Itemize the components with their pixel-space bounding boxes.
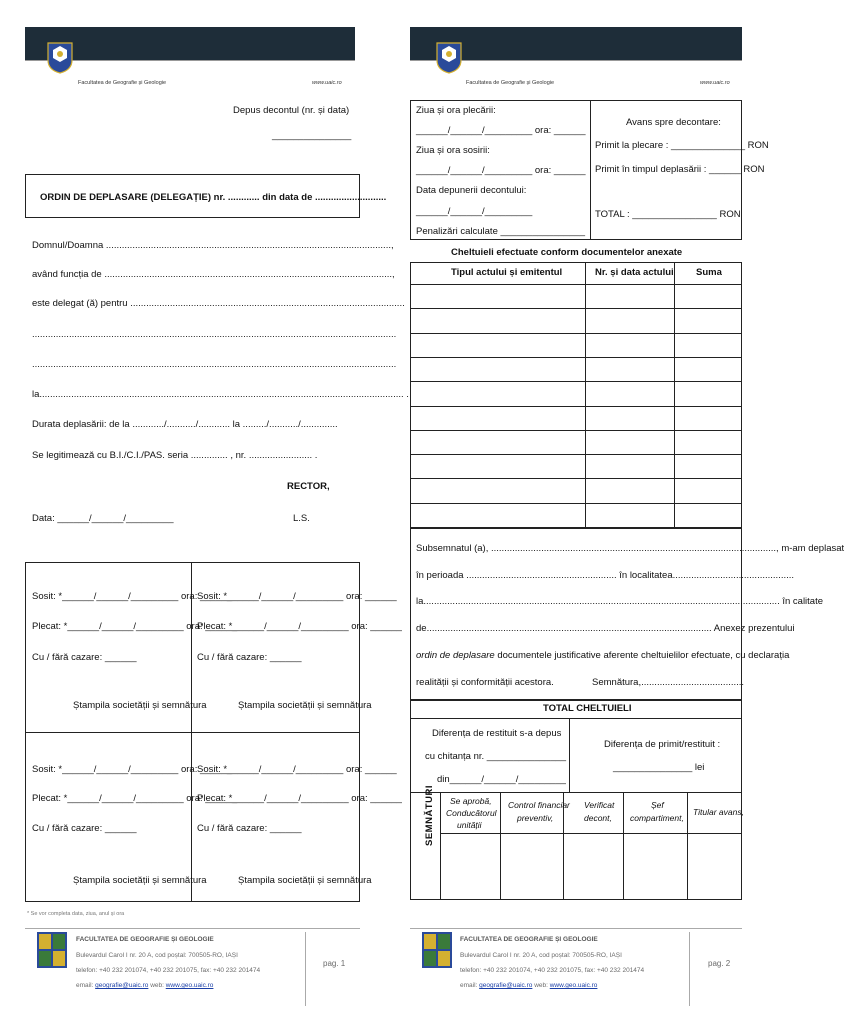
table-row-rule <box>410 308 742 309</box>
field-la[interactable]: la.......................................................................................................................................... . <box>32 389 409 400</box>
table-header-nr: Nr. și data actului <box>595 267 674 278</box>
university-tagline: PER LIBERTATEM AD VERITATEM <box>603 61 699 67</box>
table-row-rule <box>410 406 742 407</box>
total-cheltuieli-rule <box>410 718 742 719</box>
cell2-sosit[interactable]: Sosit: *______/______/_________ ora: ______ <box>197 591 397 602</box>
cell2-plecat[interactable]: Plecat: *______/______/_________ ora: ______ <box>197 621 402 632</box>
footer-rule-2 <box>410 928 742 929</box>
avans-box-divider <box>590 100 591 240</box>
semnaturi-text: SEMNĂTURI <box>424 785 435 846</box>
cell1-plecat[interactable]: Plecat: *______/______/_________ ora: ______ <box>32 621 237 632</box>
table-header-rule <box>410 284 742 285</box>
email-link[interactable]: geografie@uaic.ro <box>95 982 149 989</box>
field-functia[interactable]: având funcția de ............................................................................................................., <box>32 269 395 280</box>
email-label: email: <box>76 982 94 989</box>
faculty-subtitle: Facultatea de Geografie și Geologie <box>78 80 167 86</box>
footer-phone-1: telefon: +40 232 201074, +40 232 201075, fax: +40 232 201474 <box>76 967 261 974</box>
footer-faculty-2: FACULTATEA DE GEOGRAFIE ȘI GEOLOGIE <box>460 936 598 943</box>
primit-timpul-field[interactable]: Primit în timpul deplasării : ______ RON <box>595 164 765 175</box>
primit-plecare-field[interactable]: Primit la plecare : ______________ RON <box>595 140 769 151</box>
penalizari-field[interactable]: Penalizări calculate ________________ <box>416 226 586 237</box>
declaratie-line-1[interactable]: Subsemnatul (a), ............................................................................................................, m-am deplasat <box>416 543 844 554</box>
cheltuieli-title: Cheltuieli efectuate conform documentelor anexate <box>451 247 683 258</box>
university-logo-icon <box>47 42 73 74</box>
faculty-subtitle: Facultatea de Geografie și Geologie <box>466 80 555 86</box>
sign-col-4-line-2: compartiment, <box>630 813 684 823</box>
footer-contact-1 <box>76 983 213 990</box>
ziua-sosirii-field[interactable]: ______/______/_________ ora: ______ <box>416 165 586 176</box>
footer-faculty-1: FACULTATEA DE GEOGRAFIE ȘI GEOLOGIE <box>76 936 214 943</box>
table-row-rule <box>410 333 742 334</box>
cheltuieli-table <box>410 262 742 528</box>
ziua-sosirii-label: Ziua și ora sosirii: <box>416 145 490 156</box>
footer-divider-1 <box>305 932 306 1006</box>
table-row-rule <box>410 478 742 479</box>
sign-col-2-line-2: preventiv, <box>517 813 554 823</box>
sign-col-3-line-1: Verificat <box>584 800 615 810</box>
footer-phone-2: telefon: +40 232 201074, +40 232 201075, fax: +40 232 201474 <box>460 967 645 974</box>
sign-col-2-line-1: Control financiar <box>508 800 570 810</box>
university-tagline: PER LIBERTATEM AD VERITATEM <box>215 61 311 67</box>
web-link[interactable]: www.geo.uaic.ro <box>165 982 214 989</box>
cell4-plecat[interactable]: Plecat: *______/______/_________ ora: ______ <box>197 793 402 804</box>
university-logo-icon <box>436 42 462 74</box>
avans-title: Avans spre decontare: <box>626 117 721 128</box>
cell4-stampila: Ștampila societății și semnătura <box>238 875 372 886</box>
footer-contact-2 <box>460 983 597 990</box>
sign-divider-3 <box>623 792 624 900</box>
declaratie-text: documentele justificative aferente cheltuielilor efectuate, cu declarația <box>497 650 790 661</box>
diferenta-primit-1: Diferența de primit/restituit : <box>604 739 721 750</box>
table-row-rule <box>410 381 742 382</box>
decont-label: Depus decontul (nr. și data) <box>233 105 350 116</box>
sign-col-3-line-2: decont, <box>584 813 612 823</box>
web-label: web: <box>150 982 164 989</box>
table-col-divider-2 <box>674 262 675 528</box>
website: www.uaic.ro <box>700 80 730 86</box>
footer-rule-1 <box>25 928 360 929</box>
semnaturi-header-rule <box>440 833 742 834</box>
cell3-sosit[interactable]: Sosit: *______/______/_________ ora: ______ <box>32 764 232 775</box>
ls-label: L.S. <box>293 513 310 524</box>
cell3-cazare[interactable]: Cu / fără cazare: ______ <box>32 823 137 834</box>
email-link[interactable]: geografie@uaic.ro <box>479 982 533 989</box>
rector-label: RECTOR, <box>287 481 330 492</box>
total-field[interactable]: TOTAL : ________________ RON <box>595 209 741 220</box>
table-header-tip: Tipul actului și emitentul <box>451 267 563 278</box>
semnaturi-label <box>425 785 435 846</box>
data-depunerii-label: Data depunerii decontului: <box>416 185 527 196</box>
field-legitimeaza[interactable]: Se legitimează cu B.I./C.I./PAS. seria .............. , nr. ........................ . <box>32 450 318 461</box>
field-dots-1[interactable]: .......................................................................................................................................... <box>32 329 397 340</box>
university-name: UNIVERSITATEA „ALEXANDRU IOAN CUZA" din IAȘI <box>466 61 605 67</box>
university-name: UNIVERSITATEA „ALEXANDRU IOAN CUZA" din IAȘI <box>78 61 217 67</box>
diferenta-restituit-2[interactable]: cu chitanța nr. _______________ <box>425 751 567 762</box>
footer-divider-2 <box>689 932 690 1006</box>
cell1-cazare[interactable]: Cu / fără cazare: ______ <box>32 652 137 663</box>
faculty-logo-icon <box>422 932 452 968</box>
table-row-rule <box>410 430 742 431</box>
web-label: web: <box>534 982 548 989</box>
semnaturi-rule <box>410 792 742 793</box>
data-depunerii-field[interactable]: ______/______/_________ <box>416 206 533 217</box>
cell2-stampila: Ștampila societății și semnătura <box>238 700 372 711</box>
declaratie-line-6: realității și conformității acestora. <box>416 677 554 688</box>
semnaturi-label-divider <box>440 792 441 900</box>
semnatura-field[interactable]: Semnătura,....................................... <box>592 677 745 688</box>
declaratie-line-4[interactable]: de............................................................................................................ Anexez prezentului <box>416 623 795 634</box>
diferenta-restituit-3[interactable]: din______/______/_________ <box>437 774 566 785</box>
sign-col-5-line-1: Titular avans, <box>693 807 744 817</box>
table-col-divider-1 <box>585 262 586 528</box>
declaratie-line-2[interactable]: în perioada ......................................................... în localitatea.............................................. <box>416 570 795 581</box>
stamp-grid-divider-h <box>25 732 360 733</box>
cell3-plecat[interactable]: Plecat: *______/______/_________ ora: ______ <box>32 793 237 804</box>
footer-address-1: Bulevardul Carol I nr. 20 A, cod poștal: 700505-RO, IAȘI <box>76 952 238 959</box>
table-header-suma: Suma <box>696 267 722 278</box>
table-row-rule <box>410 503 742 504</box>
sign-col-1-line-3: unității <box>457 820 482 830</box>
footnote: * Se vor completa data, ziua, anul și ora <box>27 911 125 917</box>
table-row-rule <box>410 357 742 358</box>
cell3-stampila: Ștampila societății și semnătura <box>73 875 207 886</box>
ziua-plecarii-field[interactable]: ______/______/_________ ora: ______ <box>416 125 586 136</box>
cell1-sosit[interactable]: Sosit: *______/______/_________ ora: ______ <box>32 591 232 602</box>
sign-divider-4 <box>687 792 688 900</box>
diferenta-divider <box>569 718 570 792</box>
cell4-sosit[interactable]: Sosit: *______/______/_________ ora: ______ <box>197 764 397 775</box>
decont-blank[interactable]: _______________ <box>272 130 352 141</box>
field-dots-2[interactable]: .......................................................................................................................................... <box>32 359 397 370</box>
sign-col-4-line-1: Șef <box>651 800 664 810</box>
diferenta-primit-2[interactable]: _______________ lei <box>613 762 705 773</box>
email-label: email: <box>460 982 478 989</box>
footer-address-2: Bulevardul Carol I nr. 20 A, cod poștal: 700505-RO, IAȘI <box>460 952 622 959</box>
ordin-italic: ordin de deplasare <box>416 650 495 661</box>
total-cheltuieli-title: TOTAL CHELTUIELI <box>543 703 632 714</box>
cell2-cazare[interactable]: Cu / fără cazare: ______ <box>197 652 302 663</box>
cell1-stampila: Ștampila societății și semnătura <box>73 700 207 711</box>
declaratie-line-3[interactable]: la....................................................................................................................................... în calitate <box>416 596 824 607</box>
field-domnul[interactable]: Domnul/Doamna ............................................................................................................, <box>32 240 394 251</box>
table-row-rule <box>410 454 742 455</box>
header-band-1 <box>25 27 355 60</box>
faculty-logo-icon <box>37 932 67 968</box>
web-link[interactable]: www.geo.uaic.ro <box>549 982 598 989</box>
diferenta-restituit-1: Diferența de restituit s-a depus <box>432 728 562 739</box>
sign-divider-1 <box>500 792 501 900</box>
page-number-1: pag. 1 <box>323 959 346 968</box>
declaratie-line-5 <box>416 651 789 661</box>
website: www.uaic.ro <box>312 80 342 86</box>
field-data[interactable]: Data: ______/______/_________ <box>32 513 174 524</box>
sign-col-1-line-1: Se aprobă, <box>450 796 492 806</box>
sign-col-1-line-2: Conducătorul <box>446 808 497 818</box>
field-delegat[interactable]: este delegat (ă) pentru ........................................................................................................ <box>32 298 405 309</box>
page-title: ORDIN DE DEPLASARE (DELEGAȚIE) nr. ............ din data de ........................... <box>40 192 387 203</box>
cell4-cazare[interactable]: Cu / fără cazare: ______ <box>197 823 302 834</box>
ziua-plecarii-label: Ziua și ora plecării: <box>416 105 496 116</box>
page-number-2: pag. 2 <box>708 959 731 968</box>
field-durata[interactable]: Durata deplasării: de la ............/.........../............ la ........./.........../.............. <box>32 419 338 430</box>
